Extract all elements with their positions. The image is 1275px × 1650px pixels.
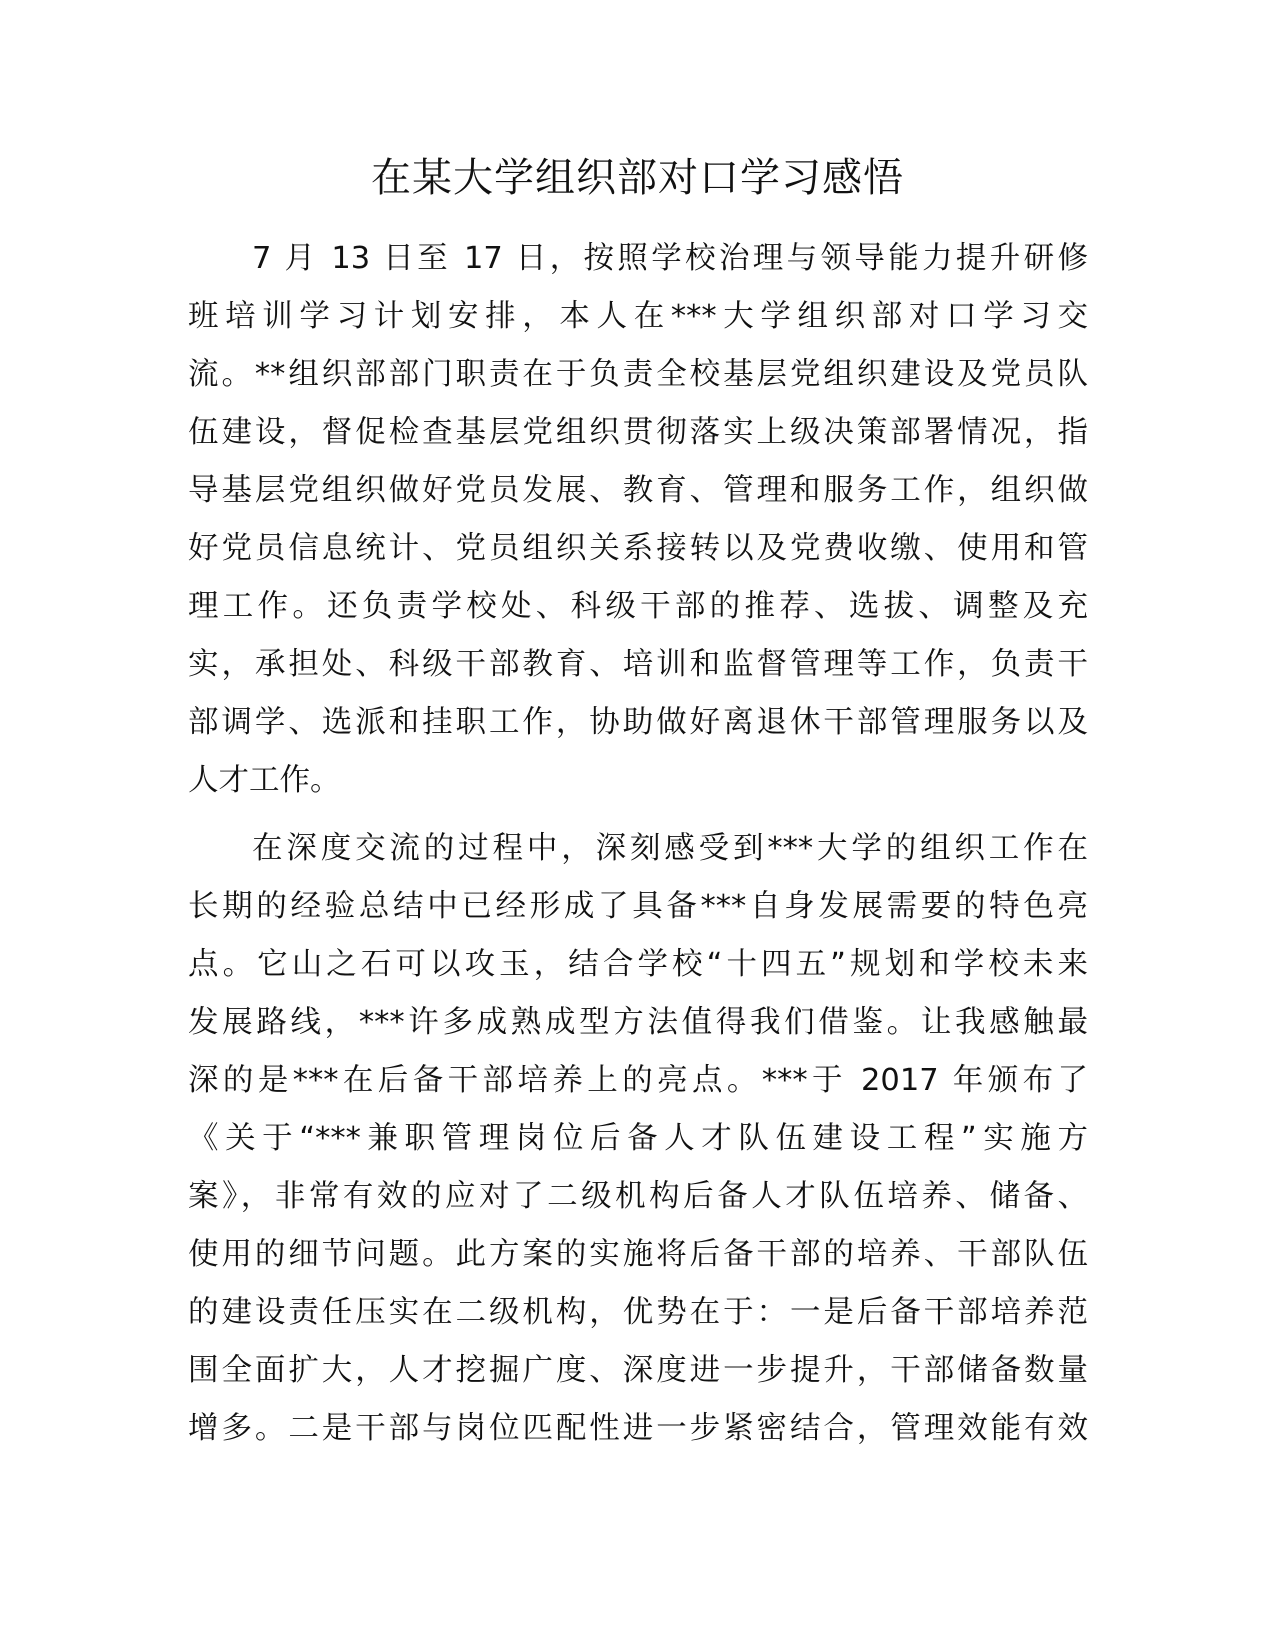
paragraph-line: 围全面扩大，人才挖掘广度、深度进一步提升，干部储备数量 [188, 1353, 1088, 1388]
paragraph-line: 班培训学习计划安排，本人在***大学组织部对口学习交 [188, 299, 1088, 334]
paragraph-line: 长期的经验总结中已经形成了具备***自身发展需要的特色亮 [188, 889, 1088, 924]
paragraph-line: 深的是***在后备干部培养上的亮点。***于 2017 年颁布了 [188, 1063, 1088, 1098]
paragraph-line: 《关于“***兼职管理岗位后备人才队伍建设工程”实施方 [188, 1121, 1088, 1156]
paragraph-line: 理工作。还负责学校处、科级干部的推荐、选拔、调整及充 [188, 589, 1088, 624]
paragraph-line: 流。**组织部部门职责在于负责全校基层党组织建设及党员队 [188, 357, 1088, 392]
paragraph-line: 的建设责任压实在二级机构，优势在于：一是后备干部培养范 [188, 1295, 1088, 1330]
paragraph-line: 发展路线，***许多成熟成型方法值得我们借鉴。让我感触最 [188, 1005, 1088, 1040]
paragraph-line: 伍建设，督促检查基层党组织贯彻落实上级决策部署情况，指 [188, 415, 1088, 450]
document-title: 在某大学组织部对口学习感悟 [371, 155, 904, 201]
paragraph-1 [188, 230, 1088, 810]
paragraph-line: 人才工作。 [188, 763, 341, 798]
paragraph-line: 7 月 13 日至 17 日，按照学校治理与领导能力提升研修 [252, 241, 1088, 276]
paragraph-line: 增多。二是干部与岗位匹配性进一步紧密结合，管理效能有效 [188, 1411, 1088, 1446]
paragraph-line: 部调学、选派和挂职工作，协助做好离退休干部管理服务以及 [188, 705, 1088, 740]
paragraph-2 [188, 820, 1088, 1458]
paragraph-line: 案》，非常有效的应对了二级机构后备人才队伍培养、储备、 [188, 1179, 1088, 1214]
paragraph-line: 使用的细节问题。此方案的实施将后备干部的培养、干部队伍 [188, 1237, 1088, 1272]
paragraph-line: 好党员信息统计、党员组织关系接转以及党费收缴、使用和管 [188, 531, 1088, 566]
paragraph-line: 在深度交流的过程中，深刻感受到***大学的组织工作在 [252, 831, 1088, 866]
document-body [188, 230, 1088, 1468]
paragraph-line: 导基层党组织做好党员发展、教育、管理和服务工作，组织做 [188, 473, 1088, 508]
paragraph-line: 实，承担处、科级干部教育、培训和监督管理等工作，负责干 [188, 647, 1088, 682]
paragraph-line: 点。它山之石可以攻玉，结合学校“十四五”规划和学校未来 [188, 947, 1088, 982]
